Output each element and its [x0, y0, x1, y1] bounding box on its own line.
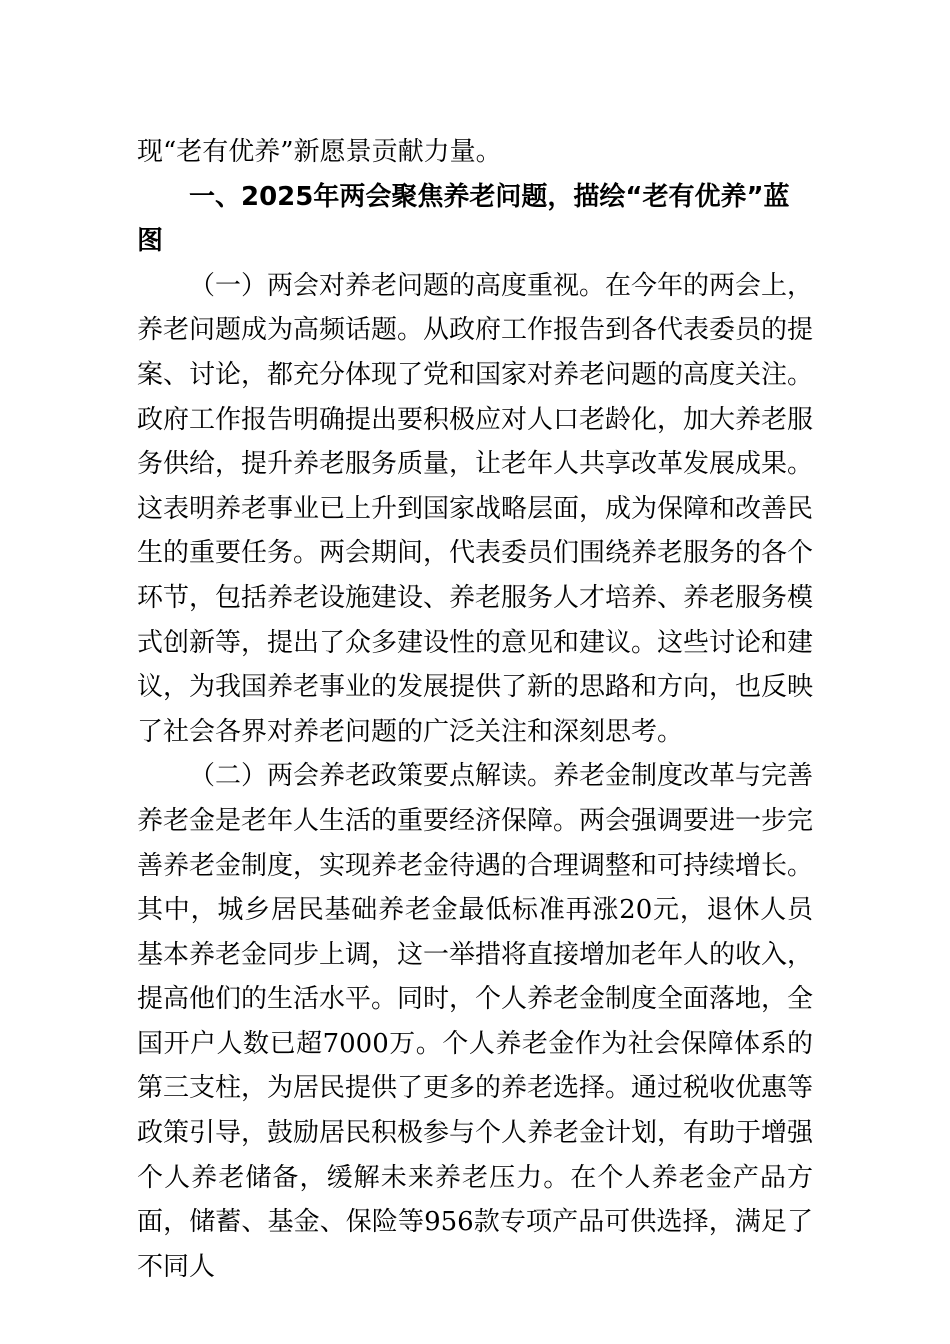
document-body [137, 130, 813, 1289]
lead-line: 现“老有优养”新愿景贡献力量。 [137, 137, 502, 167]
paragraph-1: （一）两会对养老问题的高度重视。在今年的两会上，养老问题成为高频话题。从政府工作报告到各代表委员的提案、讨论，都充分体现了党和国家对养老问题的高度关注。政府工作报告明确提出要积极应对人口老龄化，加大养老服务供给，提升养老服务质量，让老年人共享改革发展成果。这表明养老事业已上升到国家战略层面，成为保障和改善民生的重要任务。两会期间，代表委员们围绕养老服务的各个环节，包括养老设施建设、养老服务人才培养、养老服务模式创新等，提出了众多建设性的意见和建议。这些讨论和建议，为我国养老事业的发展提供了新的思路和方向，也反映了社会各界对养老问题的广泛关注和深刻思考。 [137, 270, 814, 747]
section-heading: 一、2025年两会聚焦养老问题，描绘“老有优养”蓝图 [137, 181, 790, 257]
paragraph-2: （二）两会养老政策要点解读。养老金制度改革与完善养老金是老年人生活的重要经济保障。两会强调要进一步完善养老金制度，实现养老金待遇的合理调整和可持续增长。其中，城乡居民基础养老金最低标准再涨20元，退休人员基本养老金同步上调，这一举措将直接增加老年人的收入，提高他们的生活水平。同时，个人养老金制度全面落地，全国开户人数已超7000万。个人养老金作为社会保障体系的第三支柱，为居民提供了更多的养老选择。通过税收优惠等政策引导，鼓励居民积极参与个人养老金计划，有助于增强个人养老储备，缓解未来养老压力。在个人养老金产品方面，储蓄、基金、保险等956款专项产品可供选择，满足了不同人 [137, 761, 814, 1282]
